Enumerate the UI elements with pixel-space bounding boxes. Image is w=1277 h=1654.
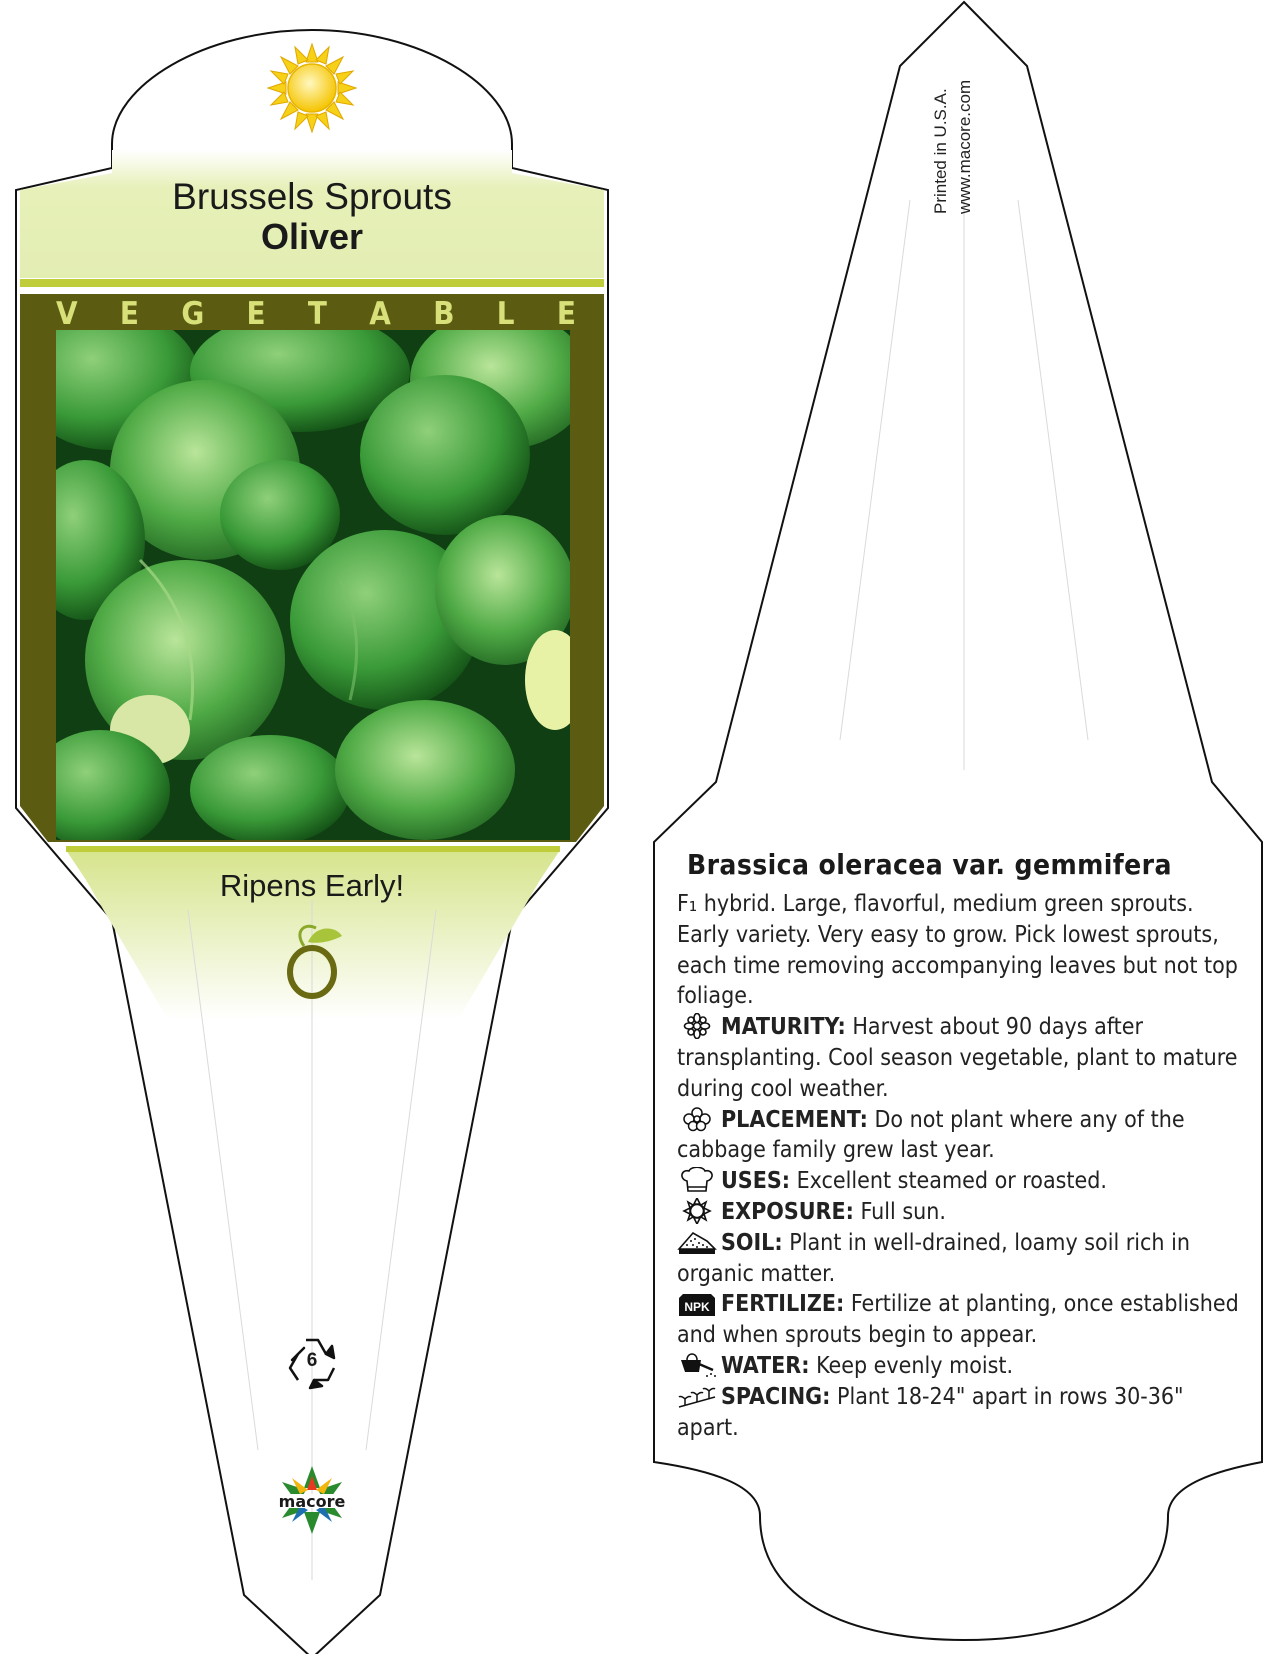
brand-logo-text: macore xyxy=(278,1492,346,1511)
chef-hat-icon xyxy=(677,1167,717,1193)
npk-icon xyxy=(677,1290,717,1316)
variety-name: Oliver xyxy=(260,216,364,257)
care-label: SPACING: xyxy=(721,1383,831,1410)
category-letter: A xyxy=(369,296,391,332)
care-label: PLACEMENT: xyxy=(721,1106,868,1133)
care-label: SOIL: xyxy=(721,1229,783,1256)
care-item-spacing xyxy=(677,1382,1239,1444)
care-text: Plant 18-24" apart in rows 30-36" apart. xyxy=(677,1383,1184,1441)
category-letter: G xyxy=(181,296,205,332)
watering-can-icon xyxy=(677,1352,717,1378)
description: F₁ hybrid. Large, flavorful, medium green sprouts. Early variety. Very easy to grow. Pick lowest sprouts, each time removing accompanying leaves but not top foliage. xyxy=(677,891,1238,1010)
flower-icon xyxy=(677,1013,717,1039)
care-text: Keep evenly moist. xyxy=(816,1352,1014,1379)
seedlings-icon xyxy=(677,1383,717,1409)
category-letter: E xyxy=(119,296,139,332)
brussels-sprouts-photo xyxy=(20,310,590,850)
care-label: USES: xyxy=(721,1168,791,1195)
flower-cluster-icon xyxy=(677,1106,717,1132)
care-text: Full sun. xyxy=(860,1198,946,1225)
care-item-exposure xyxy=(677,1197,1239,1228)
tagline: Ripens Early! xyxy=(219,868,405,903)
care-instructions xyxy=(677,848,1239,1443)
category-letter: V xyxy=(56,296,78,332)
category-letter: B xyxy=(433,296,455,332)
website: www.macore.com xyxy=(955,79,974,214)
sun-icon xyxy=(677,1198,717,1224)
category-letter: T xyxy=(307,296,327,332)
title-underline xyxy=(20,279,604,287)
category-word xyxy=(56,296,576,332)
care-item-water xyxy=(677,1351,1239,1382)
care-text: Do not plant where any of the cabbage family grew last year. xyxy=(677,1106,1185,1164)
care-item-maturity xyxy=(677,1012,1239,1104)
care-text: Plant in well-drained, loamy soil rich in organic matter. xyxy=(677,1229,1190,1287)
care-item-placement xyxy=(677,1105,1239,1167)
care-text: Fertilize at planting, once established and when sprouts begin to appear. xyxy=(677,1291,1239,1349)
care-text: Excellent steamed or roasted. xyxy=(796,1168,1107,1195)
category-letter: E xyxy=(246,296,266,332)
care-item-uses xyxy=(677,1166,1239,1197)
care-item-soil xyxy=(677,1228,1239,1290)
care-label: MATURITY: xyxy=(721,1014,846,1041)
botanical-name: Brassica oleracea var. gemmifera xyxy=(687,848,1172,881)
npk-text: NPK xyxy=(684,1300,710,1315)
sun-icon xyxy=(268,44,356,132)
common-name: Brussels Sprouts xyxy=(172,176,452,217)
category-letter: L xyxy=(496,296,515,332)
care-label: EXPOSURE: xyxy=(721,1198,854,1225)
care-label: WATER: xyxy=(721,1352,810,1379)
printed-in: Printed in U.S.A. xyxy=(931,88,950,214)
soil-icon xyxy=(677,1229,717,1255)
care-label: FERTILIZE: xyxy=(721,1291,845,1318)
category-letter: E xyxy=(556,296,576,332)
recycle-code: 6 xyxy=(306,1350,318,1371)
care-text: Harvest about 90 days after transplanting. Cool season vegetable, plant to mature during cool weather. xyxy=(677,1014,1238,1102)
care-item-fertilize xyxy=(677,1289,1239,1351)
